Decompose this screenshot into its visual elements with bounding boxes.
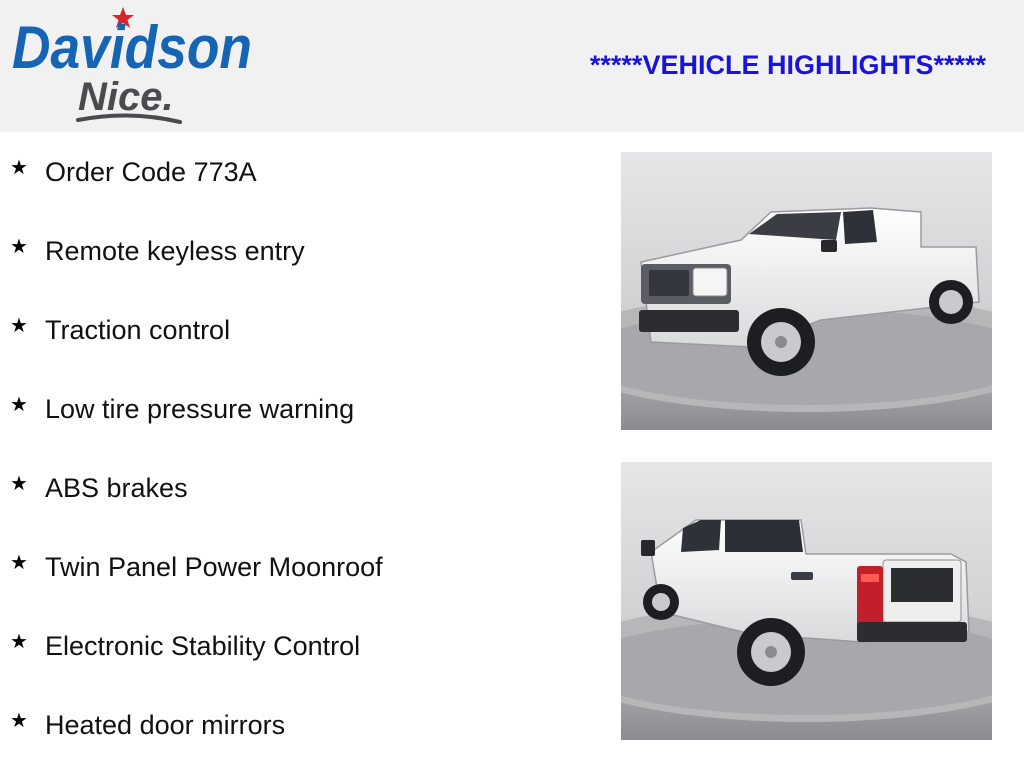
feature-label: Low tire pressure warning: [45, 393, 355, 424]
feature-label: Order Code 773A: [45, 156, 257, 187]
feature-label: Traction control: [45, 314, 231, 345]
header: [0, 0, 1024, 132]
list-item: [10, 705, 285, 745]
list-item: [10, 231, 305, 271]
vehicle-photo-front[interactable]: [621, 152, 992, 430]
feature-label: Heated door mirrors: [45, 709, 286, 740]
star-icon: ★: [10, 710, 28, 732]
feature-label: Twin Panel Power Moonroof: [45, 551, 383, 582]
feature-label: ABS brakes: [45, 472, 188, 503]
star-icon: ★: [10, 157, 28, 179]
list-item: [10, 310, 230, 350]
list-item: [10, 626, 360, 666]
vehicle-highlights-heading: *****VEHICLE HIGHLIGHTS*****: [589, 50, 986, 80]
list-item: [10, 389, 354, 429]
feature-list: [0, 132, 600, 768]
star-icon: ★: [10, 552, 28, 574]
star-icon: ★: [10, 473, 28, 495]
list-item: [10, 547, 383, 587]
logo-brand: Davidson: [12, 14, 252, 81]
star-icon: ★: [10, 394, 28, 416]
list-item: [10, 152, 257, 192]
list-item: [10, 468, 188, 508]
davidson-logo[interactable]: [10, 6, 260, 128]
vehicle-photo-rear[interactable]: [621, 462, 992, 740]
star-icon: ★: [10, 315, 28, 337]
star-icon: ★: [10, 631, 28, 653]
logo-tagline: Nice.: [78, 75, 174, 119]
star-icon: ★: [10, 236, 28, 258]
feature-label: Remote keyless entry: [45, 235, 305, 266]
feature-label: Electronic Stability Control: [45, 630, 361, 661]
